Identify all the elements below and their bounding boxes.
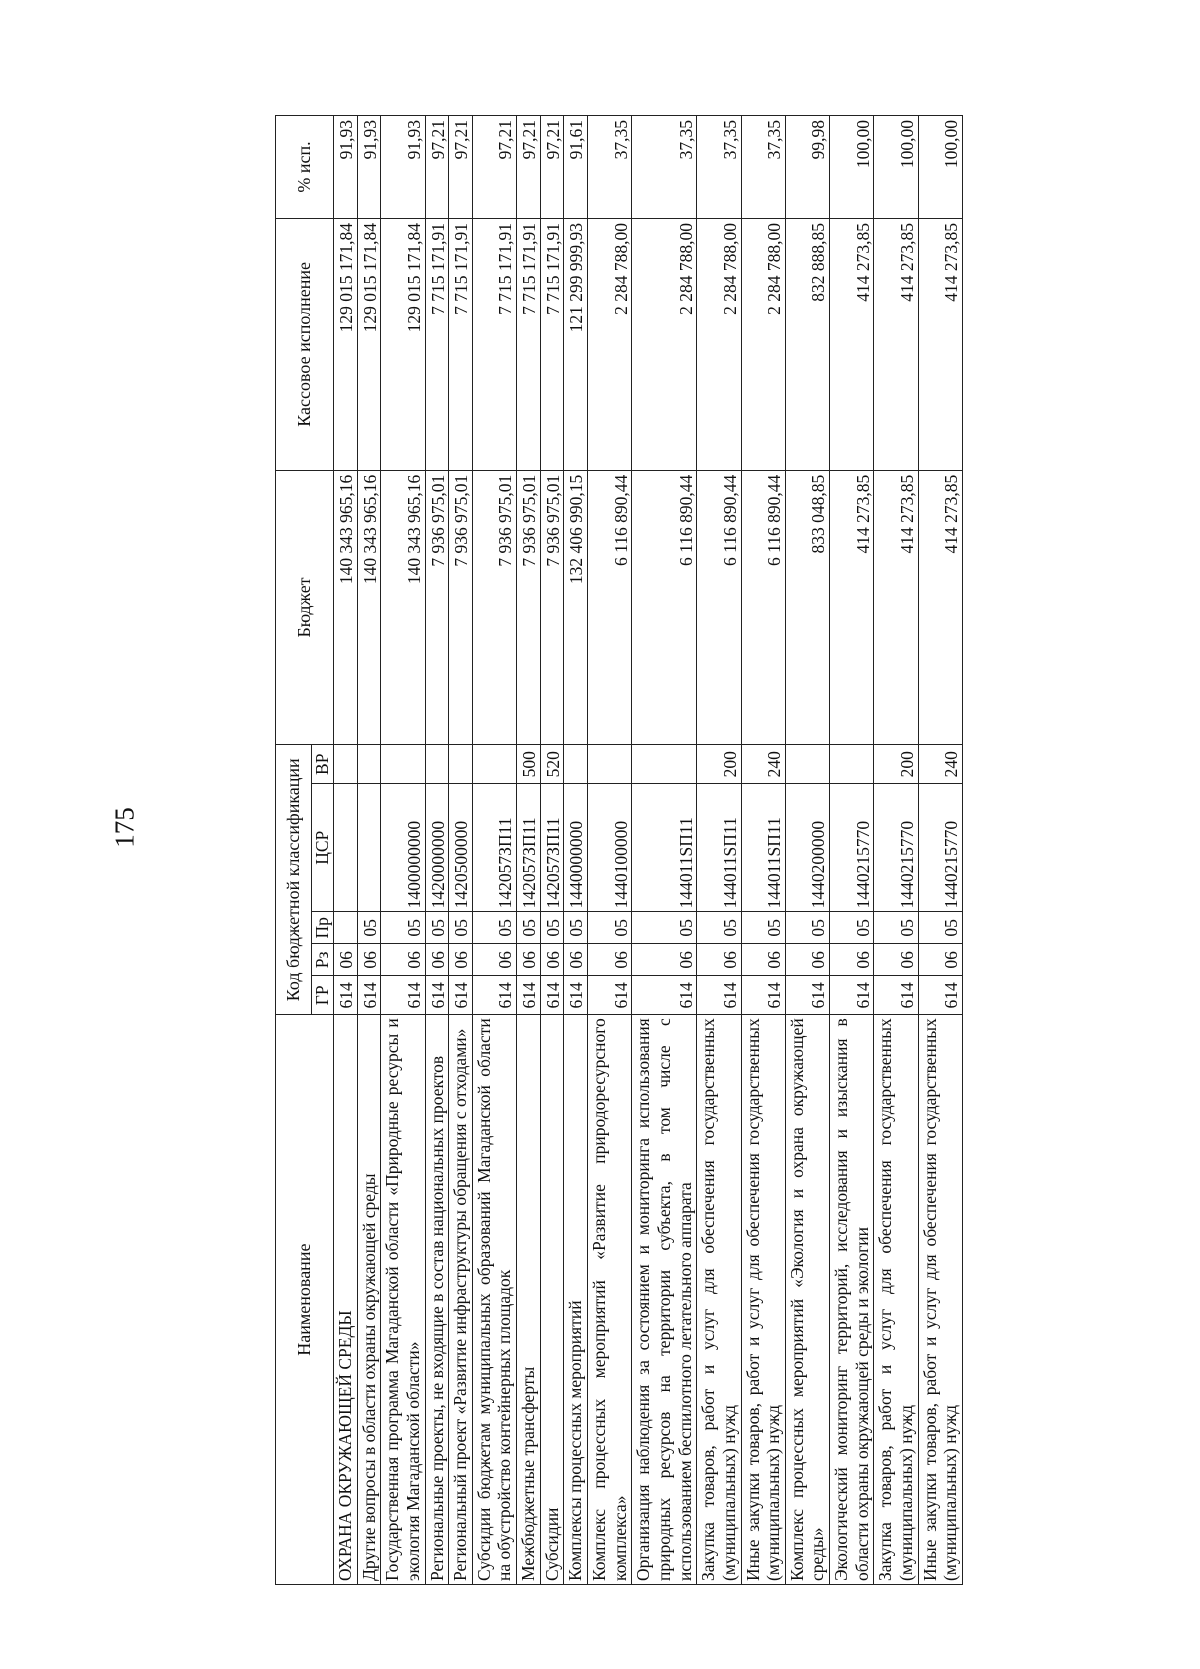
row-gr: 614 (472, 976, 516, 1015)
row-gr: 614 (381, 976, 425, 1015)
row-percent: 99,98 (785, 116, 829, 219)
row-cash: 2 284 788,00 (632, 219, 697, 471)
row-cash: 7 715 171,91 (425, 219, 449, 471)
row-csr (357, 784, 381, 912)
row-vr (381, 745, 425, 784)
table-row (632, 116, 697, 1585)
row-vr (449, 745, 473, 784)
row-cash: 7 715 171,91 (472, 219, 516, 471)
row-csr: 144011ЅП11 (697, 784, 741, 912)
row-pr: 05 (425, 912, 449, 944)
row-name: Иные закупки товаров, работ и услуг для обеспечения государственных (муниципальных) нужд (918, 1015, 962, 1585)
row-gr: 614 (632, 976, 697, 1015)
row-name: ОХРАНА ОКРУЖАЮЩЕЙ СРЕДЫ (334, 1015, 358, 1585)
table-row (564, 116, 588, 1585)
header-gr: ГР (312, 976, 334, 1015)
row-pr: 05 (564, 912, 588, 944)
row-name: Комплекс процессных мероприятий «Развитие природоресурсного комплекса» (588, 1015, 632, 1585)
row-pr: 05 (632, 912, 697, 944)
row-pr: 05 (918, 912, 962, 944)
row-pr: 05 (785, 912, 829, 944)
row-csr: 1400000000 (381, 784, 425, 912)
row-csr: 1440100000 (588, 784, 632, 912)
table-row (874, 116, 918, 1585)
header-code-group: Код бюджетной классификации (276, 745, 312, 1015)
table-row (540, 116, 564, 1585)
row-name: Экологический мониторинг территорий, исследования и изыскания в области охраны окружающей среды и экологии (830, 1015, 874, 1585)
row-rz: 06 (632, 944, 697, 976)
row-csr: 144011ЅП11 (632, 784, 697, 912)
row-cash: 2 284 788,00 (697, 219, 741, 471)
row-gr: 614 (830, 976, 874, 1015)
row-csr: 142057ЗП11 (540, 784, 564, 912)
row-name: Субсидии (540, 1015, 564, 1585)
row-rz: 06 (830, 944, 874, 976)
row-vr (357, 745, 381, 784)
row-vr (632, 745, 697, 784)
row-gr: 614 (874, 976, 918, 1015)
row-gr: 614 (918, 976, 962, 1015)
table-row (449, 116, 473, 1585)
row-gr: 614 (697, 976, 741, 1015)
header-name: Наименование (276, 1015, 334, 1585)
row-percent: 91,93 (334, 116, 358, 219)
row-rz: 06 (588, 944, 632, 976)
row-vr: 500 (517, 745, 541, 784)
row-pr: 05 (449, 912, 473, 944)
row-cash: 7 715 171,91 (449, 219, 473, 471)
row-rz: 06 (472, 944, 516, 976)
row-rz: 06 (564, 944, 588, 976)
row-budget: 7 936 975,01 (540, 470, 564, 745)
row-pr: 05 (697, 912, 741, 944)
row-cash: 414 273,85 (918, 219, 962, 471)
row-gr: 614 (785, 976, 829, 1015)
row-csr: 1440215770 (918, 784, 962, 912)
rotated-table-container (275, 85, 962, 1585)
row-vr: 520 (540, 745, 564, 784)
table-row (830, 116, 874, 1585)
row-rz: 06 (425, 944, 449, 976)
row-percent: 91,61 (564, 116, 588, 219)
row-pr: 05 (741, 912, 785, 944)
table-header (276, 116, 334, 1585)
row-percent: 97,21 (425, 116, 449, 219)
row-csr: 144011ЅП11 (741, 784, 785, 912)
row-csr: 1420000000 (425, 784, 449, 912)
table-row (697, 116, 741, 1585)
header-percent: % исп. (276, 116, 334, 219)
row-gr: 614 (588, 976, 632, 1015)
row-pr: 05 (830, 912, 874, 944)
row-cash: 7 715 171,91 (540, 219, 564, 471)
row-budget: 833 048,85 (785, 470, 829, 745)
row-rz: 06 (785, 944, 829, 976)
row-budget: 132 406 990,15 (564, 470, 588, 745)
row-name: Государственная программа Магаданской области «Природные ресурсы и экология Магаданской области» (381, 1015, 425, 1585)
row-vr (785, 745, 829, 784)
row-name: Региональный проект «Развитие инфраструктуры обращения с отходами» (449, 1015, 473, 1585)
row-vr (472, 745, 516, 784)
row-budget: 6 116 890,44 (588, 470, 632, 745)
row-name: Закупка товаров, работ и услуг для обеспечения государственных (муниципальных) нужд (697, 1015, 741, 1585)
row-csr: 1440215770 (830, 784, 874, 912)
row-percent: 100,00 (874, 116, 918, 219)
header-pr: Пр (312, 912, 334, 944)
row-percent: 91,93 (357, 116, 381, 219)
row-cash: 414 273,85 (874, 219, 918, 471)
row-rz: 06 (697, 944, 741, 976)
row-vr (588, 745, 632, 784)
table-body (334, 116, 963, 1585)
row-name: Иные закупки товаров, работ и услуг для обеспечения государственных (муниципальных) нужд (741, 1015, 785, 1585)
row-budget: 7 936 975,01 (472, 470, 516, 745)
row-budget: 414 273,85 (830, 470, 874, 745)
table-row (425, 116, 449, 1585)
table-row (741, 116, 785, 1585)
row-gr: 614 (517, 976, 541, 1015)
row-name: Организация наблюдения за состоянием и мониторинга использования природных ресурсов на территории субъекта, в том числе с использованием беспилотного летательного аппарата (632, 1015, 697, 1585)
table-row (588, 116, 632, 1585)
header-budget: Бюджет (276, 470, 334, 745)
header-cash: Кассовое исполнение (276, 219, 334, 471)
row-vr: 240 (741, 745, 785, 784)
row-name: Другие вопросы в области охраны окружающей среды (357, 1015, 381, 1585)
table-row (357, 116, 381, 1585)
row-csr: 1440200000 (785, 784, 829, 912)
row-rz: 06 (540, 944, 564, 976)
row-name: Комплексы процессных мероприятий (564, 1015, 588, 1585)
row-cash: 7 715 171,91 (517, 219, 541, 471)
row-rz: 06 (918, 944, 962, 976)
row-budget: 7 936 975,01 (425, 470, 449, 745)
row-percent: 97,21 (517, 116, 541, 219)
row-pr: 05 (540, 912, 564, 944)
row-cash: 129 015 171,84 (381, 219, 425, 471)
table-row (472, 116, 516, 1585)
row-percent: 97,21 (449, 116, 473, 219)
row-percent: 100,00 (918, 116, 962, 219)
row-vr (830, 745, 874, 784)
row-budget: 140 343 965,16 (334, 470, 358, 745)
row-pr: 05 (381, 912, 425, 944)
row-gr: 614 (449, 976, 473, 1015)
table-row (334, 116, 358, 1585)
table-row (381, 116, 425, 1585)
table-row (517, 116, 541, 1585)
budget-table (275, 115, 963, 1585)
row-gr: 614 (564, 976, 588, 1015)
row-budget: 6 116 890,44 (697, 470, 741, 745)
row-budget: 140 343 965,16 (381, 470, 425, 745)
row-rz: 06 (357, 944, 381, 976)
row-csr: 1440000000 (564, 784, 588, 912)
row-budget: 414 273,85 (874, 470, 918, 745)
row-pr: 05 (357, 912, 381, 944)
row-gr: 614 (540, 976, 564, 1015)
row-rz: 06 (741, 944, 785, 976)
row-name: Межбюджетные трансферты (517, 1015, 541, 1585)
row-vr (334, 745, 358, 784)
table-row (785, 116, 829, 1585)
row-csr (334, 784, 358, 912)
row-budget: 6 116 890,44 (741, 470, 785, 745)
row-cash: 2 284 788,00 (588, 219, 632, 471)
row-rz: 06 (517, 944, 541, 976)
header-rz: Рз (312, 944, 334, 976)
row-cash: 129 015 171,84 (334, 219, 358, 471)
row-pr: 05 (874, 912, 918, 944)
row-csr: 1440215770 (874, 784, 918, 912)
row-name: Комплекс процессных мероприятий «Экология и охрана окружающей среды» (785, 1015, 829, 1585)
row-cash: 129 015 171,84 (357, 219, 381, 471)
row-rz: 06 (874, 944, 918, 976)
table-row (918, 116, 962, 1585)
row-csr: 142057ЗП11 (472, 784, 516, 912)
row-gr: 614 (357, 976, 381, 1015)
row-rz: 06 (381, 944, 425, 976)
row-cash: 2 284 788,00 (741, 219, 785, 471)
row-rz: 06 (449, 944, 473, 976)
row-pr (334, 912, 358, 944)
row-gr: 614 (425, 976, 449, 1015)
row-vr: 240 (918, 745, 962, 784)
row-vr: 200 (697, 745, 741, 784)
row-percent: 97,21 (540, 116, 564, 219)
page-number: 175 (109, 807, 140, 848)
row-budget: 7 936 975,01 (517, 470, 541, 745)
row-percent: 37,35 (588, 116, 632, 219)
row-percent: 37,35 (697, 116, 741, 219)
row-csr: 142057ЗП11 (517, 784, 541, 912)
row-budget: 140 343 965,16 (357, 470, 381, 745)
row-pr: 05 (517, 912, 541, 944)
row-cash: 832 888,85 (785, 219, 829, 471)
row-csr: 1420500000 (449, 784, 473, 912)
header-vr: ВР (312, 745, 334, 784)
row-cash: 414 273,85 (830, 219, 874, 471)
row-budget: 7 936 975,01 (449, 470, 473, 745)
row-gr: 614 (741, 976, 785, 1015)
row-pr: 05 (472, 912, 516, 944)
row-budget: 6 116 890,44 (632, 470, 697, 745)
row-percent: 100,00 (830, 116, 874, 219)
row-percent: 37,35 (741, 116, 785, 219)
row-vr: 200 (874, 745, 918, 784)
row-percent: 91,93 (381, 116, 425, 219)
row-vr (564, 745, 588, 784)
row-cash: 121 299 999,93 (564, 219, 588, 471)
row-name: Закупка товаров, работ и услуг для обеспечения государственных (муниципальных) нужд (874, 1015, 918, 1585)
row-name: Субсидии бюджетам муниципальных образований Магаданской области на обустройство контейнерных площадок (472, 1015, 516, 1585)
row-percent: 37,35 (632, 116, 697, 219)
row-pr: 05 (588, 912, 632, 944)
row-name: Региональные проекты, не входящие в состав национальных проектов (425, 1015, 449, 1585)
row-budget: 414 273,85 (918, 470, 962, 745)
row-gr: 614 (334, 976, 358, 1015)
row-percent: 97,21 (472, 116, 516, 219)
row-rz: 06 (334, 944, 358, 976)
header-csr: ЦСР (312, 784, 334, 912)
row-vr (425, 745, 449, 784)
